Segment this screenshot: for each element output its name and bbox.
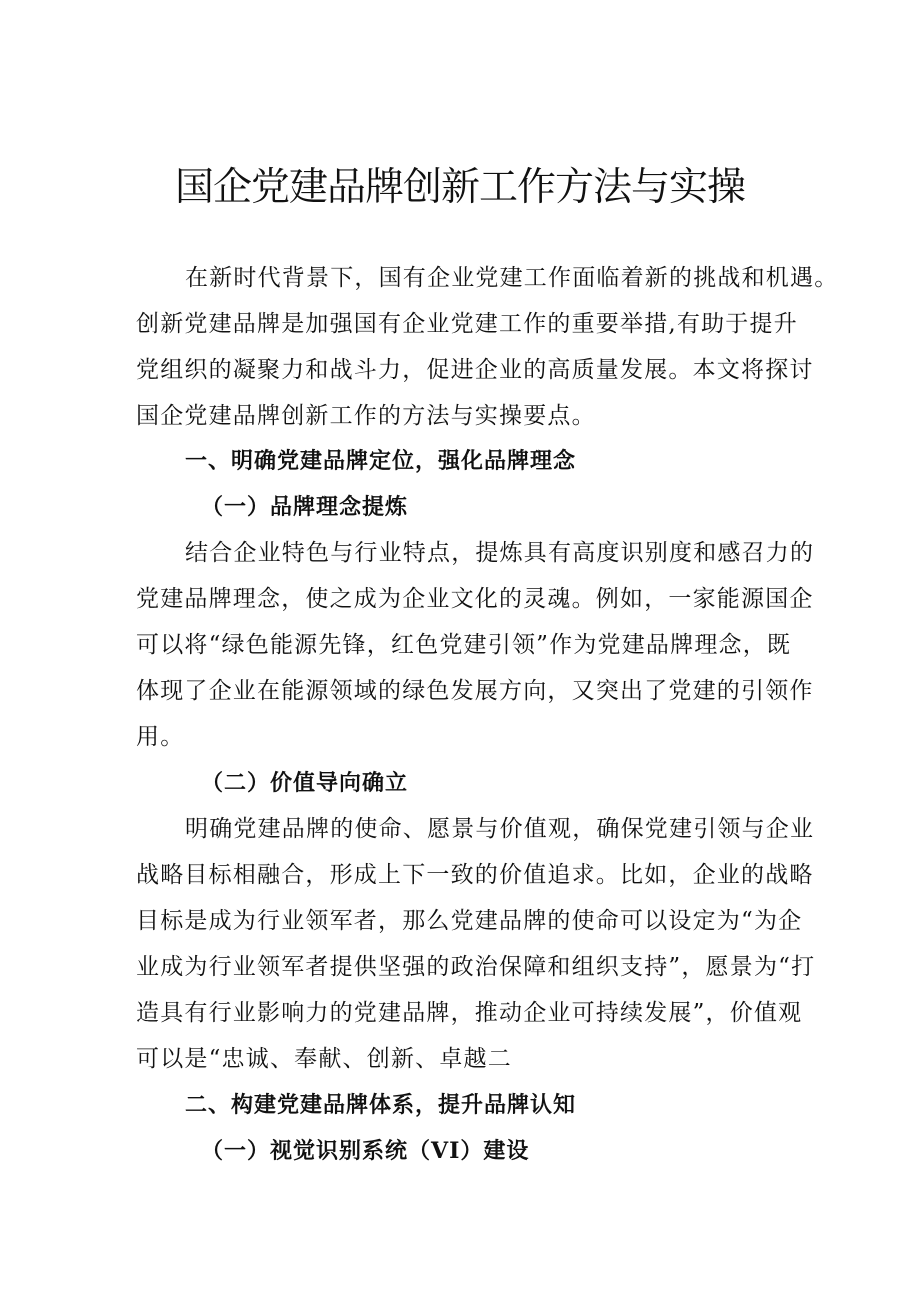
- paragraph-line: 党建品牌理念，使之成为企业文化的灵魂。例如，一家能源国企: [136, 586, 814, 612]
- document-title: 国企党建品牌创新工作方法与实操: [174, 165, 745, 210]
- section-2-sub-1-heading: （一）视觉识别系统（VI）建设: [201, 1138, 530, 1164]
- paragraph-line: 结合企业特色与行业特点，提炼具有高度识别度和感召力的: [185, 540, 815, 566]
- section-2-heading: 二、构建党建品牌体系，提升品牌认知: [185, 1092, 577, 1118]
- intro-line: 在新时代背景下，国有企业党建工作面临着新的挑战和机遇。: [185, 265, 839, 291]
- paragraph-line: 明确党建品牌的使命、愿景与价值观，确保党建引领与企业: [185, 816, 815, 842]
- paragraph-line: 目标是成为行业领军者，那么党建品牌的使命可以设定为“为企: [136, 908, 803, 934]
- section-1-sub-1-heading: （一）品牌理念提炼: [201, 494, 409, 520]
- intro-line: 创新党建品牌是加强国有企业党建工作的重要举措,有助于提升: [136, 311, 798, 337]
- paragraph-line: 造具有行业影响力的党建品牌，推动企业可持续发展”，价值观: [136, 1000, 803, 1026]
- section-1-heading: 一、明确党建品牌定位，强化品牌理念: [185, 448, 577, 474]
- intro-line: 党组织的凝聚力和战斗力，促进企业的高质量发展。本文将探讨: [136, 357, 814, 383]
- intro-line: 国企党建品牌创新工作的方法与实操要点。: [136, 403, 596, 429]
- section-1-sub-2-heading: （二）价值导向确立: [201, 770, 409, 796]
- paragraph-line: 用。: [136, 724, 185, 750]
- paragraph-line: 业成为行业领军者提供坚强的政治保障和组织支持”，愿景为“打: [136, 954, 816, 980]
- paragraph-line: 可以是“忠诚、奉献、创新、卓越二: [136, 1046, 512, 1072]
- paragraph-line: 体现了企业在能源领域的绿色发展方向，又突出了党建的引领作: [136, 678, 814, 704]
- paragraph-line: 可以将“绿色能源先锋，红色党建引领”作为党建品牌理念，既: [136, 632, 792, 658]
- paragraph-line: 战略目标相融合，形成上下一致的价值追求。比如，企业的战略: [136, 862, 814, 888]
